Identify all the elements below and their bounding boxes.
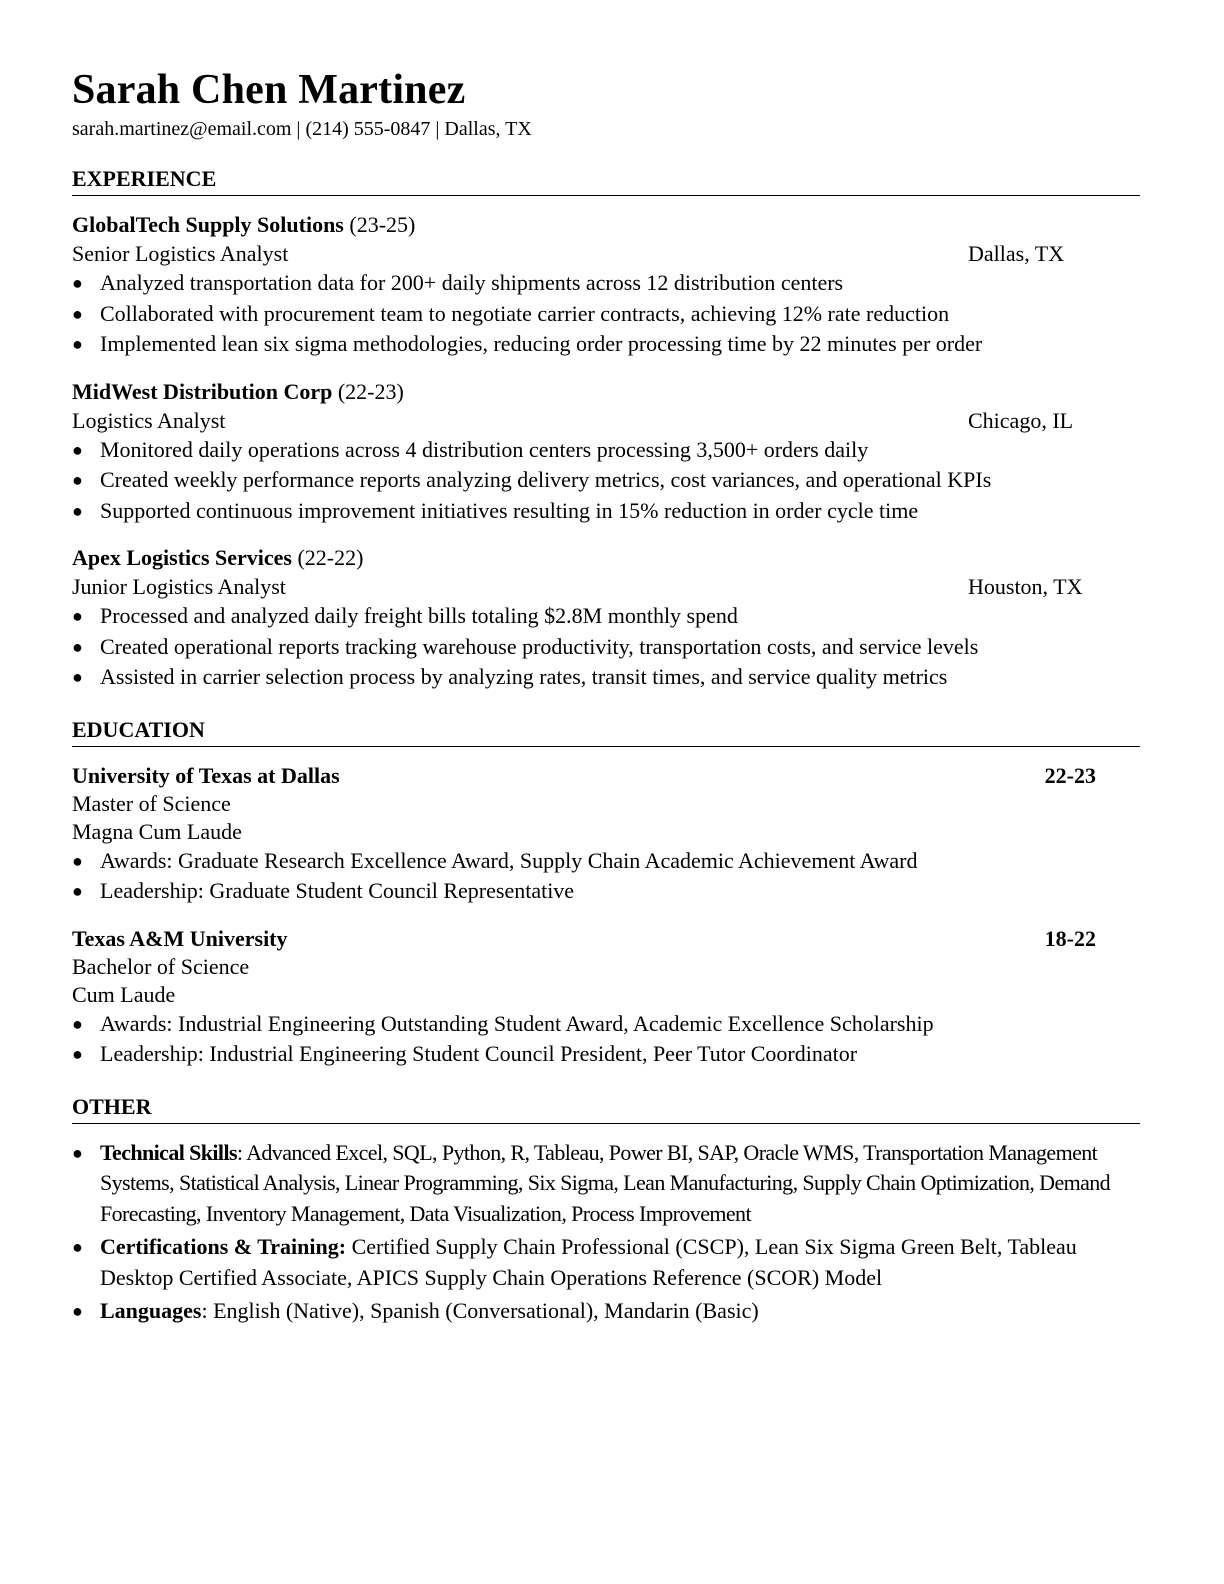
- list-item: ● Created operational reports tracking warehouse productivity, transportation costs, and service levels: [72, 632, 1140, 663]
- school-bullets: [72, 846, 1140, 907]
- bullet-icon: ●: [72, 1044, 83, 1064]
- bullet-icon: ●: [72, 850, 83, 871]
- list-item: ● Implemented lean six sigma methodologies, reducing order processing time by 22 minutes per order: [72, 329, 1140, 360]
- list-item: ● Assisted in carrier selection process by analyzing rates, transit times, and service quality metrics: [72, 662, 1140, 693]
- list-item: ● Analyzed transportation data for 200+ daily shipments across 12 distribution centers: [72, 268, 1140, 299]
- honors: Magna Cum Laude: [72, 818, 242, 844]
- company-name: GlobalTech Supply Solutions: [72, 212, 344, 237]
- list-item: ● Processed and analyzed daily freight bills totaling $2.8M monthly spend: [72, 601, 1140, 632]
- list-item: ● Monitored daily operations across 4 distribution centers processing 3,500+ orders daily: [72, 435, 1140, 466]
- bullet-icon: ●: [72, 500, 83, 521]
- bullet-icon: ●: [72, 606, 83, 626]
- job-location: Houston, TX: [968, 574, 1083, 599]
- item-label: Certifications & Training:: [100, 1234, 347, 1259]
- list-item: ● Collaborated with procurement team to negotiate carrier contracts, achieving 12% rate reduction: [72, 299, 1140, 330]
- role-line: [72, 406, 1140, 435]
- job-location: Chicago, IL: [968, 407, 1074, 433]
- education-heading: EDUCATION: [72, 716, 1140, 747]
- school-name: Texas A&M University: [72, 925, 288, 951]
- job-location: Dallas, TX: [968, 241, 1065, 266]
- list-item: ● Certifications & Training: Certified Supply Chain Professional (CSCP), Lean Six Sigma Green Belt, Tableau Desktop Certified Associate, APICS Supply Chain Operations Reference (SCOR) Model: [72, 1234, 1077, 1290]
- job-title: Logistics Analyst: [72, 407, 226, 433]
- company-name: Apex Logistics Services: [72, 545, 292, 570]
- school-header: [72, 924, 1140, 953]
- job-header: [72, 210, 1140, 239]
- job-bullets: [72, 601, 1140, 693]
- other-section: [72, 1138, 1140, 1327]
- list-item: ● Awards: Graduate Research Excellence Award, Supply Chain Academic Achievement Award: [72, 846, 1140, 877]
- job-entry: [72, 210, 1140, 360]
- honors: Cum Laude: [72, 981, 176, 1007]
- school-entry: [72, 761, 1140, 907]
- bullet-icon: ●: [72, 881, 83, 901]
- job-dates: (22-23): [337, 378, 404, 404]
- item-label: Languages: [100, 1298, 202, 1323]
- job-title: Junior Logistics Analyst: [72, 574, 286, 599]
- candidate-name: Sarah Chen Martinez: [72, 67, 466, 113]
- school-bullets: [72, 1009, 1140, 1070]
- list-item: ● Awards: Industrial Engineering Outstanding Student Award, Academic Excellence Scholarship: [72, 1009, 1140, 1040]
- job-dates: (23-25): [349, 212, 416, 237]
- bullet-icon: ●: [72, 470, 83, 490]
- item-label: Technical Skills: [100, 1139, 237, 1165]
- list-item: ● Leadership: Industrial Engineering Student Council President, Peer Tutor Coordinator: [72, 1039, 1140, 1070]
- school-entry: [72, 924, 1140, 1070]
- bullet-icon: ●: [72, 1301, 83, 1321]
- list-item: ● Supported continuous improvement initiatives resulting in 15% reduction in order cycle time: [72, 496, 1140, 527]
- experience-heading: EXPERIENCE: [72, 165, 1140, 196]
- list-item: ● Technical Skills: Advanced Excel, SQL, Python, R, Tableau, Power BI, SAP, Oracle WMS, Transportation Management Systems, Statistical Analysis, Linear Programming, Six Sigma, Lean Manufacturing, Supply Chain Optimization, Demand Forecasting, Inventory Management, Data Visualization, Process Improvement: [72, 1139, 1111, 1226]
- bullet-icon: ●: [72, 667, 83, 687]
- company-name: MidWest Distribution Corp: [72, 378, 333, 404]
- job-entry: [72, 543, 1140, 693]
- job-bullets: [72, 268, 1140, 360]
- degree: Bachelor of Science: [72, 953, 250, 979]
- contact-line: sarah.martinez@email.com | (214) 555-0847 | Dallas, TX: [72, 118, 532, 140]
- role-line: [72, 239, 1140, 268]
- list-item: ● Created weekly performance reports analyzing delivery metrics, cost variances, and operational KPIs: [72, 465, 1140, 496]
- other-heading: OTHER: [72, 1093, 1140, 1124]
- bullet-icon: ●: [72, 1013, 83, 1034]
- role-line: [72, 572, 1140, 601]
- school-header: [72, 761, 1140, 790]
- list-item: ● Leadership: Graduate Student Council Representative: [72, 876, 1140, 907]
- experience-section: [72, 210, 1140, 693]
- job-title: Senior Logistics Analyst: [72, 241, 289, 266]
- bullet-icon: ●: [72, 636, 83, 657]
- bullet-icon: ●: [72, 334, 83, 354]
- bullet-icon: ●: [72, 273, 83, 293]
- job-bullets: [72, 435, 1140, 527]
- job-entry: [72, 377, 1140, 527]
- bullet-icon: ●: [72, 303, 83, 324]
- education-section: [72, 761, 1140, 1070]
- bullet-icon: ●: [72, 439, 83, 460]
- school-name: University of Texas at Dallas: [72, 762, 340, 788]
- job-dates: (22-22): [297, 545, 364, 570]
- bullet-icon: ●: [72, 1142, 83, 1163]
- job-header: [72, 377, 1140, 406]
- bullet-icon: ●: [72, 1237, 83, 1257]
- school-dates: 22-23: [1044, 762, 1096, 788]
- school-dates: 18-22: [1044, 925, 1096, 951]
- degree: Master of Science: [72, 790, 231, 816]
- job-header: [72, 543, 1140, 572]
- list-item: ● Languages: English (Native), Spanish (Conversational), Mandarin (Basic): [72, 1296, 1140, 1327]
